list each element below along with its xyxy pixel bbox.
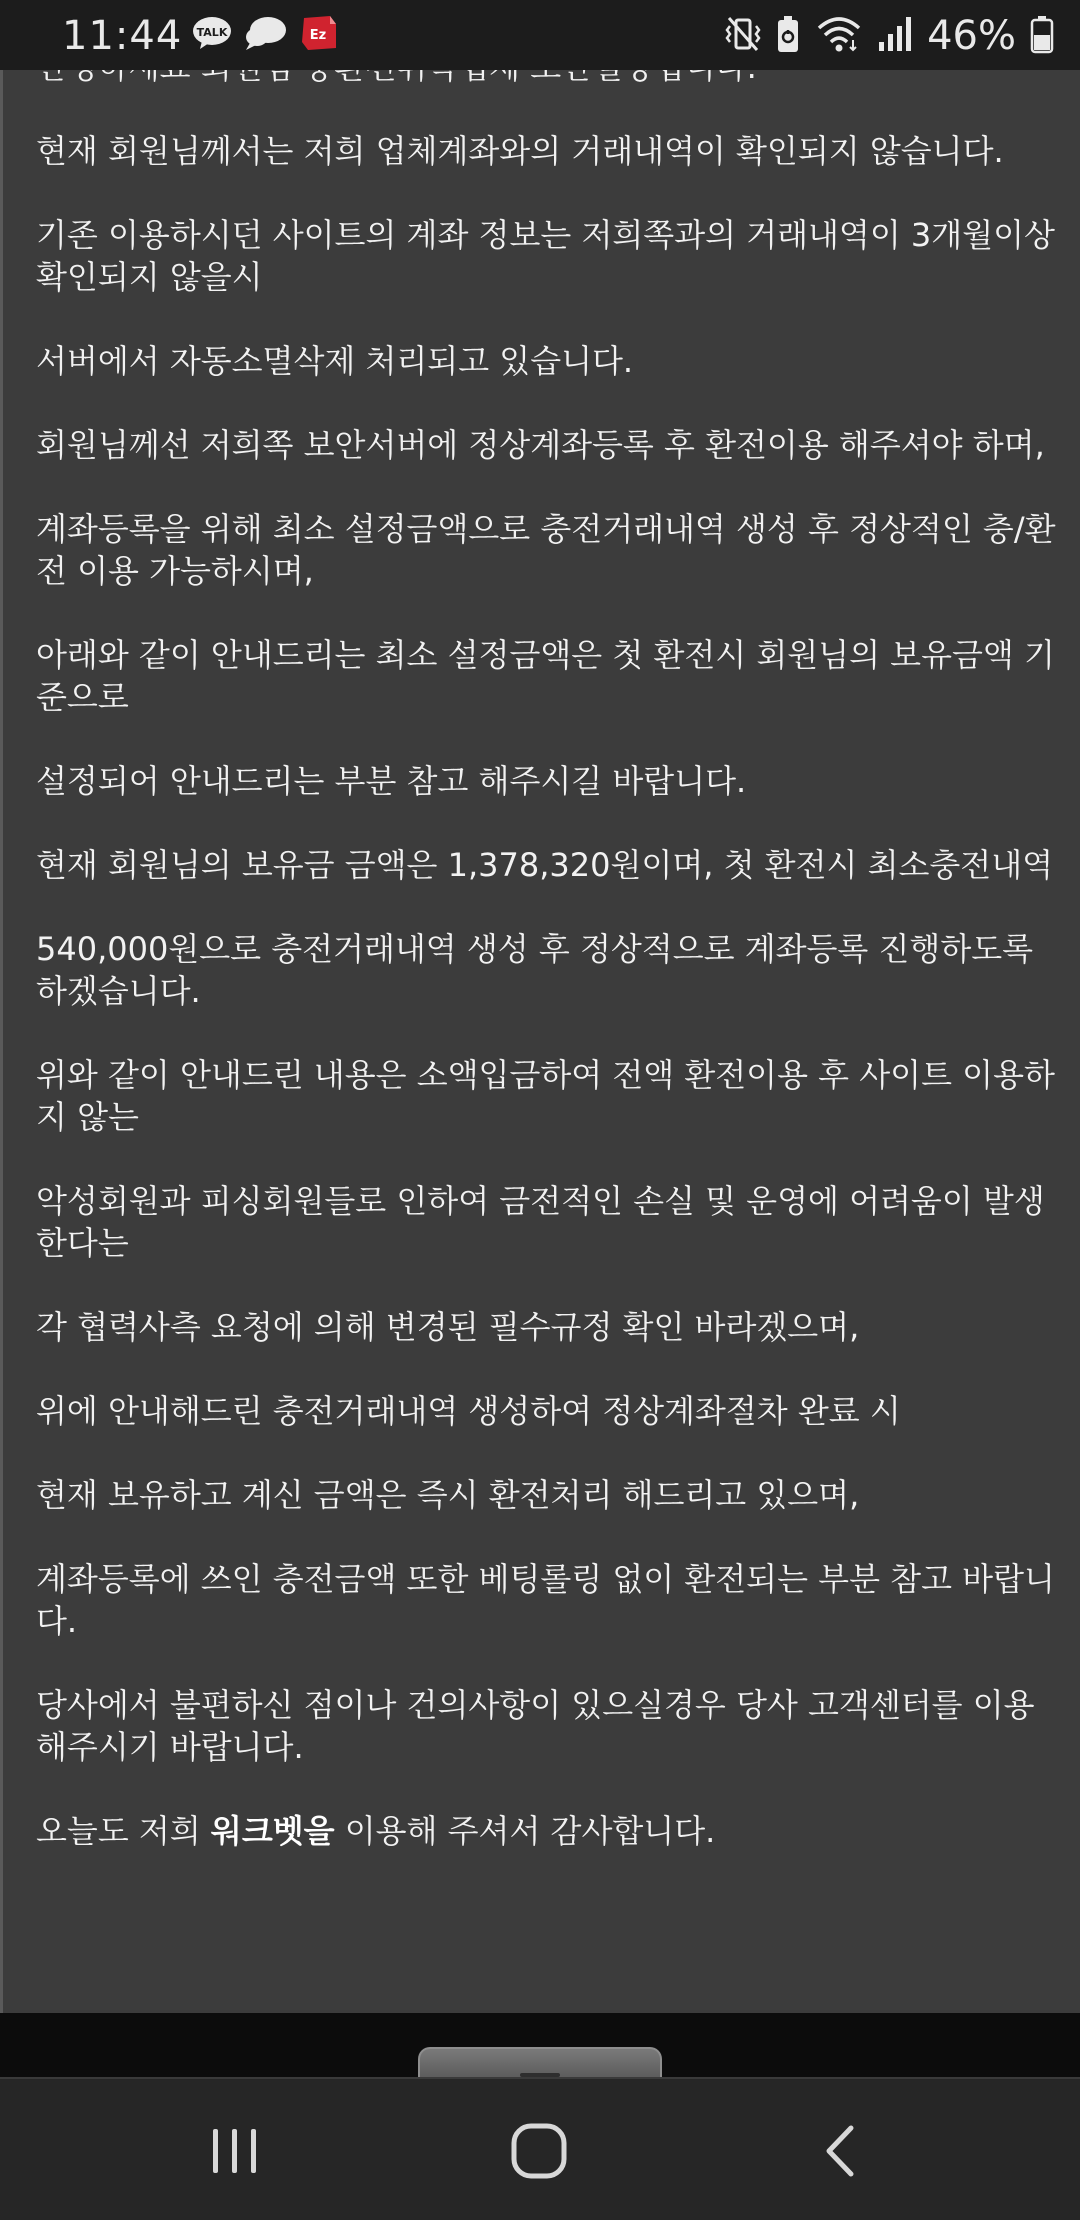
talk-badge-text: TALK — [196, 26, 228, 39]
message-paragraph: 설정되어 안내드리는 부분 참고 해주시길 바랍니다. — [36, 762, 747, 800]
home-icon — [509, 2121, 569, 2181]
closing-prefix: 오늘도 저희 — [36, 1812, 211, 1850]
message-paragraph-list — [36, 46, 1056, 1894]
chat-bubble-icon — [244, 15, 288, 55]
talk-icon — [192, 15, 232, 55]
battery-saver-icon — [775, 14, 801, 58]
recent-apps-icon — [207, 2123, 263, 2179]
message-paragraph: 당사에서 불편하신 점이나 건의사항이 있으실경우 당사 고객센터를 이용해주시기 바랍니다. — [36, 1686, 1035, 1766]
message-paragraph: 계좌등록에 쓰인 충전금액 또한 베팅롤링 없이 환전되는 부분 참고 바랍니다. — [36, 1560, 1055, 1640]
message-closing — [36, 1810, 1056, 1852]
vibrate-mute-icon — [725, 14, 761, 58]
message-paragraph: 회원님께선 저희쪽 보안서버에 정상계좌등록 후 환전이용 해주셔야 하며, — [36, 426, 1045, 464]
message-paragraph: 위와 같이 안내드린 내용은 소액입금하여 전액 환전이용 후 사이트 이용하지 않는 — [36, 1056, 1055, 1136]
signal-icon — [877, 14, 913, 58]
bottom-sheet-handle[interactable] — [418, 2047, 662, 2081]
message-paragraph: 아래와 같이 안내드리는 최소 설정금액은 첫 환전시 회원님의 보유금액 기준으로 — [36, 636, 1055, 716]
message-paragraph: 현재 보유하고 계신 금액은 즉시 환전처리 해드리고 있으며, — [36, 1476, 860, 1514]
recent-apps-button[interactable] — [190, 2109, 280, 2193]
wifi-icon — [815, 14, 863, 58]
message-paragraph: 기존 이용하시던 사이트의 계좌 정보는 저희쪽과의 거래내역이 3개월이상 확인되지 않을시 — [36, 216, 1055, 296]
battery-icon — [1030, 14, 1054, 58]
status-time: 11:44 — [62, 13, 183, 59]
ez-app-icon — [300, 14, 340, 56]
system-status-icons — [725, 12, 1054, 60]
notification-icons — [192, 14, 340, 56]
message-paragraph: 악성회원과 피싱회원들로 인하여 금전적인 손실 및 운영에 어려움이 발생한다는 — [36, 1182, 1045, 1262]
navigation-bar — [0, 2077, 1080, 2220]
ez-badge-text: Ez — [309, 28, 327, 43]
message-paragraph: 540,000원으로 충전거래내역 생성 후 정상적으로 계좌등록 진행하도록 하겠습니다. — [36, 930, 1034, 1010]
home-button[interactable] — [494, 2109, 584, 2193]
battery-percent: 46% — [927, 13, 1016, 59]
message-paragraph: 각 협력사측 요청에 의해 변경된 필수규정 확인 바라겠으며, — [36, 1308, 860, 1346]
message-paragraph: 계좌등록을 위해 최소 설정금액으로 충전거래내역 생성 후 정상적인 충/환전 이용 가능하시며, — [36, 510, 1056, 590]
message-paragraph: 서버에서 자동소멸삭제 처리되고 있습니다. — [36, 342, 634, 380]
message-paragraph: 위에 안내해드린 충전거래내역 생성하여 정상계좌절차 완료 시 — [36, 1392, 901, 1430]
back-button[interactable] — [796, 2109, 886, 2193]
message-paragraph: 현재 회원님께서는 저희 업체계좌와의 거래내역이 확인되지 않습니다. — [36, 132, 1004, 170]
status-bar — [0, 0, 1080, 70]
closing-brand-name: 워크벳을 — [210, 1812, 335, 1850]
message-paragraph: 현재 회원님의 보유금 금액은 1,378,320원이며, 첫 환전시 최소충전내역 — [36, 846, 1054, 884]
closing-suffix: 이용해 주셔서 감사합니다. — [334, 1812, 716, 1850]
message-content-panel[interactable] — [0, 70, 1080, 2013]
back-icon — [813, 2123, 869, 2179]
